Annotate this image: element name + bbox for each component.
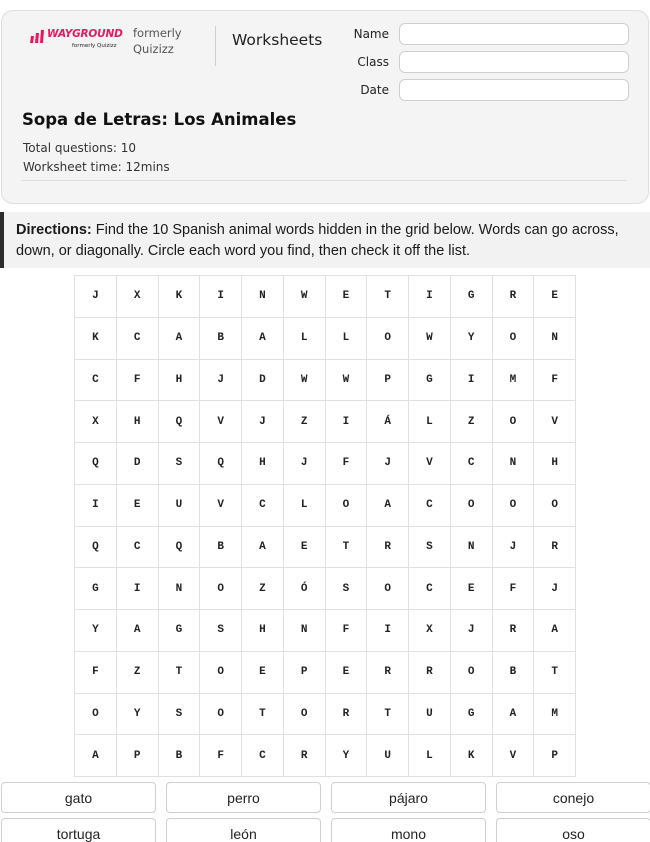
grid-cell[interactable]: A (159, 318, 201, 360)
grid-cell[interactable]: R (493, 276, 535, 318)
grid-cell[interactable]: H (242, 443, 284, 485)
grid-cell[interactable]: M (493, 360, 535, 402)
grid-cell[interactable]: A (117, 610, 159, 652)
directions-text: Find the 10 Spanish animal words hidden in the grid below. Words can go across, down, or diagonally. Circle each word you find, then check it off the list. (16, 222, 619, 259)
grid-cell[interactable]: V (534, 401, 576, 443)
grid-cell[interactable]: E (326, 652, 368, 694)
grid-cell[interactable]: Ó (284, 568, 326, 610)
grid-cell[interactable]: F (117, 360, 159, 402)
word-bank-item[interactable]: oso (496, 818, 650, 842)
grid-cell[interactable]: K (451, 735, 493, 777)
grid-cell[interactable]: T (534, 652, 576, 694)
grid-cell[interactable]: A (242, 318, 284, 360)
grid-cell[interactable]: U (409, 694, 451, 736)
grid-cell[interactable]: I (367, 610, 409, 652)
grid-cell[interactable]: J (75, 276, 117, 318)
grid-cell[interactable]: O (326, 485, 368, 527)
grid-cell[interactable]: J (367, 443, 409, 485)
grid-cell[interactable]: B (159, 735, 201, 777)
grid-cell[interactable]: P (284, 652, 326, 694)
word-bank-item[interactable]: perro (166, 782, 321, 813)
grid-cell[interactable]: E (242, 652, 284, 694)
grid-cell[interactable]: C (409, 568, 451, 610)
grid-cell[interactable]: L (284, 318, 326, 360)
directions-box (0, 212, 650, 268)
grid-cell[interactable]: Q (200, 443, 242, 485)
grid-cell[interactable]: B (493, 652, 535, 694)
grid-cell[interactable]: F (493, 568, 535, 610)
name-field[interactable] (399, 23, 629, 45)
grid-cell[interactable]: S (326, 568, 368, 610)
grid-cell[interactable]: X (409, 610, 451, 652)
grid-cell[interactable]: C (451, 443, 493, 485)
grid-cell[interactable]: L (409, 401, 451, 443)
grid-cell[interactable]: E (117, 485, 159, 527)
grid-cell[interactable]: C (242, 735, 284, 777)
grid-cell[interactable]: J (284, 443, 326, 485)
worksheet-time: Worksheet time: 12mins (23, 160, 170, 174)
grid-cell[interactable]: H (242, 610, 284, 652)
grid-cell[interactable]: G (451, 276, 493, 318)
grid-cell[interactable]: Á (367, 401, 409, 443)
grid-cell[interactable]: I (409, 276, 451, 318)
grid-cell[interactable]: O (451, 485, 493, 527)
word-bank-item[interactable]: gato (1, 782, 156, 813)
grid-cell[interactable]: J (242, 401, 284, 443)
grid-cell[interactable]: Z (242, 568, 284, 610)
grid-cell[interactable]: N (534, 318, 576, 360)
grid-cell[interactable]: R (409, 652, 451, 694)
grid-cell[interactable]: H (159, 360, 201, 402)
grid-cell[interactable]: A (534, 610, 576, 652)
grid-cell[interactable]: V (200, 401, 242, 443)
grid-cell[interactable]: C (117, 527, 159, 569)
total-questions: Total questions: 10 (23, 141, 137, 155)
grid-cell[interactable]: H (534, 443, 576, 485)
grid-cell[interactable]: Q (75, 527, 117, 569)
grid-cell[interactable]: E (534, 276, 576, 318)
grid-cell[interactable]: B (200, 318, 242, 360)
grid-cell[interactable]: P (117, 735, 159, 777)
grid-cell[interactable]: O (200, 568, 242, 610)
grid-cell[interactable]: F (75, 652, 117, 694)
grid-cell[interactable]: V (409, 443, 451, 485)
grid-cell[interactable]: D (117, 443, 159, 485)
grid-cell[interactable]: E (284, 527, 326, 569)
grid-cell[interactable]: R (534, 527, 576, 569)
grid-cell[interactable]: L (409, 735, 451, 777)
grid-cell[interactable]: T (367, 276, 409, 318)
grid-cell[interactable]: R (284, 735, 326, 777)
name-label: Name (353, 27, 389, 41)
worksheet-title: Sopa de Letras: Los Animales (22, 110, 297, 129)
grid-cell[interactable]: N (493, 443, 535, 485)
grid-cell[interactable]: R (367, 652, 409, 694)
grid-cell[interactable]: Y (75, 610, 117, 652)
grid-cell[interactable]: O (493, 318, 535, 360)
grid-cell[interactable]: V (200, 485, 242, 527)
grid-cell[interactable]: A (367, 485, 409, 527)
grid-cell[interactable]: O (200, 652, 242, 694)
grid-cell[interactable]: U (367, 735, 409, 777)
grid-cell[interactable]: F (200, 735, 242, 777)
grid-cell[interactable]: Q (159, 527, 201, 569)
grid-cell[interactable]: T (367, 694, 409, 736)
grid-cell[interactable]: Z (117, 652, 159, 694)
grid-cell[interactable]: S (409, 527, 451, 569)
grid-cell[interactable]: E (326, 276, 368, 318)
grid-cell[interactable]: Z (284, 401, 326, 443)
grid-cell[interactable]: E (451, 568, 493, 610)
grid-cell[interactable]: F (326, 610, 368, 652)
grid-cell[interactable]: P (367, 360, 409, 402)
grid-cell[interactable]: O (493, 401, 535, 443)
directions-label: Directions: (16, 222, 92, 238)
grid-cell[interactable]: Q (75, 443, 117, 485)
grid-cell[interactable]: I (75, 485, 117, 527)
grid-cell[interactable]: N (284, 610, 326, 652)
grid-cell[interactable]: S (200, 610, 242, 652)
grid-cell[interactable]: J (451, 610, 493, 652)
grid-cell[interactable]: R (493, 610, 535, 652)
wayground-logo (30, 28, 123, 68)
grid-cell[interactable]: R (326, 694, 368, 736)
grid-cell[interactable]: C (409, 485, 451, 527)
grid-cell[interactable]: X (117, 276, 159, 318)
grid-cell[interactable]: O (534, 485, 576, 527)
grid-cell[interactable]: C (75, 360, 117, 402)
formerly-quizizz-text: formerly Quizizz (133, 26, 182, 56)
grid-cell[interactable]: O (451, 652, 493, 694)
header-divider (215, 26, 216, 66)
grid-cell[interactable]: N (242, 276, 284, 318)
grid-cell[interactable]: N (451, 527, 493, 569)
word-bank-item[interactable]: conejo (496, 782, 650, 813)
word-bank-item[interactable]: pájaro (331, 782, 486, 813)
grid-cell[interactable]: G (409, 360, 451, 402)
grid-cell[interactable]: U (159, 485, 201, 527)
date-label: Date (360, 83, 389, 97)
grid-cell[interactable]: V (493, 735, 535, 777)
grid-cell[interactable]: K (159, 276, 201, 318)
grid-cell[interactable]: C (242, 485, 284, 527)
date-field[interactable] (399, 79, 629, 101)
word-bank-item[interactable]: tortuga (1, 818, 156, 842)
grid-cell[interactable]: T (159, 652, 201, 694)
grid-cell[interactable]: W (284, 360, 326, 402)
grid-cell[interactable]: F (534, 360, 576, 402)
grid-cell[interactable]: Y (117, 694, 159, 736)
grid-cell[interactable]: O (367, 568, 409, 610)
grid-cell[interactable]: A (493, 694, 535, 736)
grid-cell[interactable]: S (159, 443, 201, 485)
grid-cell[interactable]: R (367, 527, 409, 569)
grid-cell[interactable]: O (367, 318, 409, 360)
worksheet-header-card (1, 10, 649, 204)
word-bank-item[interactable]: león (166, 818, 321, 842)
grid-cell[interactable]: L (326, 318, 368, 360)
logo-text: WAYGROUND (47, 28, 123, 40)
word-bank-item[interactable]: mono (331, 818, 486, 842)
grid-cell[interactable]: G (75, 568, 117, 610)
grid-cell[interactable]: C (117, 318, 159, 360)
grid-cell[interactable]: Y (451, 318, 493, 360)
grid-cell[interactable]: J (200, 360, 242, 402)
word-search-grid (74, 275, 576, 777)
grid-cell[interactable]: P (534, 735, 576, 777)
grid-cell[interactable]: M (534, 694, 576, 736)
grid-cell[interactable]: W (326, 360, 368, 402)
grid-cell[interactable]: J (493, 527, 535, 569)
section-label: Worksheets (232, 31, 323, 49)
grid-cell[interactable]: H (117, 401, 159, 443)
grid-cell[interactable]: T (326, 527, 368, 569)
logo-subtext: formerly Quizizz (72, 43, 117, 49)
grid-cell[interactable]: L (284, 485, 326, 527)
grid-cell[interactable]: I (326, 401, 368, 443)
grid-cell[interactable]: X (75, 401, 117, 443)
grid-cell[interactable]: A (242, 527, 284, 569)
grid-cell[interactable]: S (159, 694, 201, 736)
grid-cell[interactable]: Q (159, 401, 201, 443)
grid-cell[interactable]: B (200, 527, 242, 569)
grid-cell[interactable]: W (284, 276, 326, 318)
grid-cell[interactable]: F (326, 443, 368, 485)
grid-cell[interactable]: T (242, 694, 284, 736)
grid-cell[interactable]: G (159, 610, 201, 652)
grid-cell[interactable]: I (451, 360, 493, 402)
grid-cell[interactable]: I (117, 568, 159, 610)
grid-cell[interactable]: D (242, 360, 284, 402)
grid-cell[interactable]: N (159, 568, 201, 610)
grid-cell[interactable]: O (284, 694, 326, 736)
class-label: Class (357, 55, 389, 69)
class-field[interactable] (399, 51, 629, 73)
grid-cell[interactable]: A (75, 735, 117, 777)
grid-cell[interactable]: O (493, 485, 535, 527)
grid-cell[interactable]: I (200, 276, 242, 318)
grid-cell[interactable]: O (75, 694, 117, 736)
grid-cell[interactable]: J (534, 568, 576, 610)
grid-cell[interactable]: O (200, 694, 242, 736)
grid-cell[interactable]: Y (326, 735, 368, 777)
grid-cell[interactable]: K (75, 318, 117, 360)
grid-cell[interactable]: Z (451, 401, 493, 443)
header-rule (22, 180, 627, 181)
grid-cell[interactable]: W (409, 318, 451, 360)
grid-cell[interactable]: G (451, 694, 493, 736)
